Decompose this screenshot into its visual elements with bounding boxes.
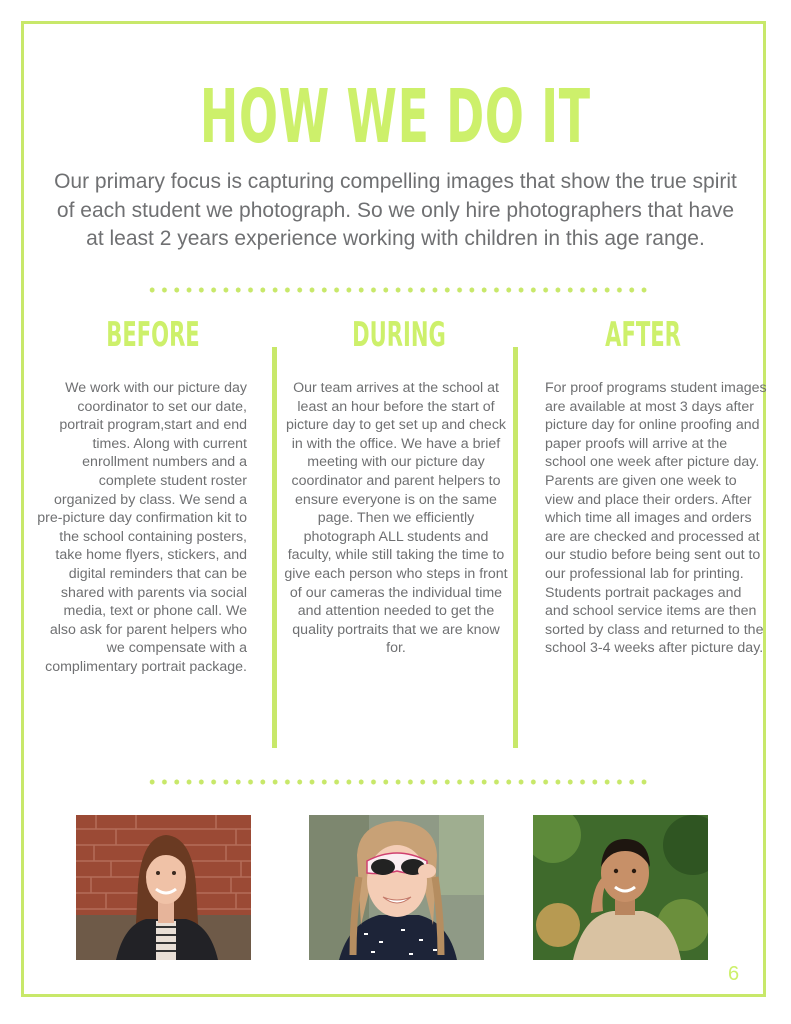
after-body: For proof programs student images are available at most 3 days after picture day for online proofing and paper proofs will arrive at the school one week after picture day. Parents are given one week to view and place their orders. After which time all images and orders are are checked and processed at our studio before being sent out to our professional lab for printing. Students portrait packages and and school service items are then sorted by class and returned to the school 3-4 weeks after picture day. xyxy=(545,380,767,657)
before-body: We work with our picture day coordinator to set our date, portrait program,start and end times. Along with current enrollment numbers and a complete student roster organized by class. We send a pre-picture day confirmation kit to the school containing posters, take home flyers, stickers, and digital reminders that can be shared with parents via social media, text or phone call. We also ask for parent helpers who we compensate with a complimentary portrait package. xyxy=(37,380,247,675)
after-heading: AFTER xyxy=(605,315,681,355)
portrait-teen-girl-brick-wall-icon xyxy=(76,815,251,960)
photo-boy-outdoors xyxy=(533,815,708,960)
during-heading: DURING xyxy=(352,315,446,355)
portrait-girl-sunglasses-icon xyxy=(309,815,484,960)
photo-teen-girl xyxy=(76,815,251,960)
intro-paragraph: Our primary focus is capturing compelling images that show the true spirit of each student we photograph. So we only hire photographers that have at least 2 years experience working with children in this age range. xyxy=(54,170,737,250)
column-divider-left xyxy=(272,347,277,748)
portrait-boy-outdoors-icon xyxy=(533,815,708,960)
photo-girl-sunglasses xyxy=(309,815,484,960)
during-body: Our team arrives at the school at least an hour before the start of picture day to get set up and check in with the office. We have a brief meeting with our picture day coordinator and parent helpers to ensure everyone is on the same page. Then we efficiently photograph ALL students and faculty, while still taking the time to give each person who steps in front of our cameras the individual time and attention needed to get the quality portraits that we are know for. xyxy=(284,380,508,657)
dotted-divider-bottom xyxy=(146,779,650,785)
page-number: 6 xyxy=(728,963,740,985)
before-heading: BEFORE xyxy=(106,315,200,355)
dotted-divider-top xyxy=(146,287,650,293)
column-divider-right xyxy=(513,347,518,748)
page-title: HOW WE DO IT xyxy=(199,74,591,160)
